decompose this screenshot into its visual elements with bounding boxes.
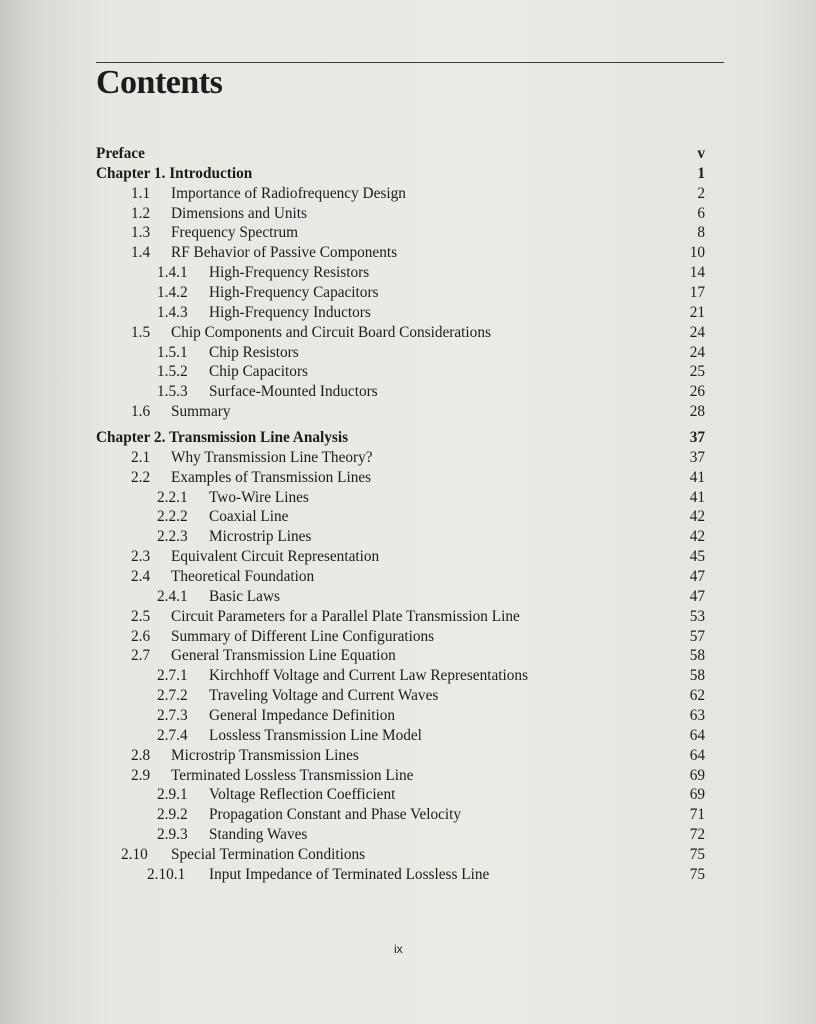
toc-entry-title: General Transmission Line Equation [171, 647, 396, 665]
toc-page-number: 62 [689, 687, 705, 705]
toc-entry-title: Standing Waves [209, 826, 308, 844]
toc-section-number: 1.5 [131, 323, 151, 341]
page-title: Contents [96, 64, 223, 101]
toc-section-number: 1.5.1 [157, 343, 188, 361]
toc-section-number: 1.5.2 [157, 363, 188, 381]
toc-entry [0, 184, 816, 204]
toc-entry [0, 243, 816, 263]
toc-section-number: 2.7 [131, 647, 151, 665]
toc-page-number: 64 [689, 726, 705, 744]
toc-entry [0, 204, 816, 224]
toc-chapter-entry [0, 144, 816, 164]
toc-entry-title: Terminated Lossless Transmission Line [171, 766, 414, 784]
toc-entry-title: Chip Components and Circuit Board Considerations [171, 323, 491, 341]
toc-section-number: 2.4.1 [157, 587, 188, 605]
toc-entry-title: Special Termination Conditions [171, 845, 366, 863]
toc-entry [0, 627, 816, 647]
toc-page-number: 45 [689, 548, 705, 566]
toc-entry-title: Two-Wire Lines [209, 488, 309, 506]
toc-entry-title: Importance of Radiofrequency Design [171, 184, 406, 202]
toc-section-number: 2.9.2 [157, 806, 188, 824]
toc-entry [0, 283, 816, 303]
toc-section-number: 2.3 [131, 548, 151, 566]
toc-entry-title: Input Impedance of Terminated Lossless Line [209, 865, 490, 883]
toc-entry-title: Lossless Transmission Line Model [209, 726, 422, 744]
toc-entry [0, 303, 816, 323]
toc-page-number: 14 [689, 264, 705, 282]
toc-section-number: 1.6 [131, 403, 151, 421]
toc-page-number: 41 [689, 488, 705, 506]
toc-entry-title: Microstrip Lines [209, 528, 312, 546]
toc-page-number: 42 [689, 508, 705, 526]
toc-section-number: 2.8 [131, 746, 151, 764]
toc-section-number: 1.2 [131, 204, 151, 222]
toc-section-number: 1.4.3 [157, 303, 188, 321]
toc-page-number: 17 [689, 283, 705, 301]
toc-entry-title: RF Behavior of Passive Components [171, 244, 398, 262]
page-number: ix [394, 942, 403, 956]
toc-page-number: 53 [689, 607, 705, 625]
toc-entry [0, 263, 816, 283]
toc-section-number: 2.7.2 [157, 687, 188, 705]
toc-entry-title: Why Transmission Line Theory? [171, 448, 373, 466]
toc-entry-title: Examples of Transmission Lines [171, 468, 372, 486]
toc-chapter-entry [0, 428, 816, 448]
toc-entry [0, 785, 816, 805]
toc-entry [0, 607, 816, 627]
toc-entry [0, 805, 816, 825]
toc-page-number: v [697, 145, 705, 162]
toc-entry [0, 825, 816, 845]
toc-page-number: 24 [689, 323, 705, 341]
toc-page-number: 69 [689, 786, 705, 804]
toc-entry [0, 865, 816, 885]
toc-page-number: 10 [689, 244, 705, 262]
toc-section-number: 2.2 [131, 468, 151, 486]
toc-page-number: 26 [689, 383, 705, 401]
toc-entry [0, 726, 816, 746]
toc-entry [0, 488, 816, 508]
toc-entry-title: Summary of Different Line Configurations [171, 627, 435, 645]
toc-entry [0, 343, 816, 363]
toc-entry [0, 468, 816, 488]
toc-page-number: 37 [689, 448, 705, 466]
toc-entry [0, 448, 816, 468]
toc-section-number: 2.9 [131, 766, 151, 784]
toc-section-number: 2.9.3 [157, 826, 188, 844]
toc-entry [0, 362, 816, 382]
toc-page-number: 6 [697, 204, 705, 222]
toc-entry-title: Dimensions and Units [171, 204, 307, 222]
toc-entry [0, 587, 816, 607]
toc-page-number: 58 [689, 667, 705, 685]
toc-page-number: 2 [697, 184, 705, 202]
header-rule [96, 62, 724, 63]
toc-section-number: 2.7.4 [157, 726, 188, 744]
toc-entry-title: Chip Capacitors [209, 363, 308, 381]
toc-page-number: 75 [689, 845, 705, 863]
toc-page-number: 21 [689, 303, 705, 321]
toc-entry-title: Coaxial Line [209, 508, 289, 526]
toc-entry-title: Circuit Parameters for a Parallel Plate Transmission Line [171, 607, 520, 625]
toc-entry-title: Basic Laws [209, 587, 280, 605]
toc-page-number: 42 [689, 528, 705, 546]
toc-entry-title: High-Frequency Inductors [209, 303, 371, 321]
toc-section-number: 2.2.1 [157, 488, 188, 506]
toc-entry-title: Traveling Voltage and Current Waves [209, 687, 439, 705]
toc-section-number: 1.4.2 [157, 283, 188, 301]
toc-section-number: 2.1 [131, 448, 151, 466]
toc-entry [0, 547, 816, 567]
toc-chapter-entry [0, 164, 816, 184]
toc-section-number: 1.3 [131, 224, 151, 242]
toc-entry [0, 567, 816, 587]
toc-page-number: 47 [689, 568, 705, 585]
toc-section-number: 1.1 [131, 184, 151, 202]
toc-section-number: 2.4 [131, 568, 151, 585]
toc-entry-title: Preface [96, 145, 145, 162]
toc-entry-title: Equivalent Circuit Representation [171, 548, 380, 566]
toc-entry-title: Frequency Spectrum [171, 224, 299, 242]
toc-section-number: 1.4.1 [157, 264, 188, 282]
toc-page-number: 37 [689, 429, 705, 447]
toc-page-number: 58 [689, 647, 705, 665]
toc-page-number: 25 [689, 363, 705, 381]
toc-entry [0, 507, 816, 527]
toc-section-number: 2.10.1 [147, 865, 186, 883]
toc-section-number: 2.10 [121, 845, 148, 863]
toc-entry-title: High-Frequency Capacitors [209, 283, 379, 301]
toc-entry-title: Summary [171, 403, 231, 421]
toc-page-number: 71 [689, 806, 705, 824]
toc-page-number: 1 [697, 164, 705, 182]
toc-section-number: 2.6 [131, 627, 151, 645]
toc-entry-title: Propagation Constant and Phase Velocity [209, 806, 462, 824]
toc-page-number: 64 [689, 746, 705, 764]
toc-section-number: 2.2.3 [157, 528, 188, 546]
toc-entry-title: Voltage Reflection Coefficient [209, 786, 396, 804]
toc-entry [0, 223, 816, 243]
toc-page-number: 47 [689, 587, 705, 605]
toc-page-number: 63 [689, 706, 705, 724]
toc-page-number: 72 [689, 826, 705, 844]
toc-entry-title: Surface-Mounted Inductors [209, 383, 378, 401]
toc-entry [0, 746, 816, 766]
toc-entry [0, 706, 816, 726]
toc-section-number: 2.7.1 [157, 667, 188, 685]
toc-section-number: 2.5 [131, 607, 151, 625]
toc-entry [0, 323, 816, 343]
toc-entry-title: Microstrip Transmission Lines [171, 746, 359, 764]
toc-page-number: 75 [689, 865, 705, 883]
toc-section-number: 1.5.3 [157, 383, 188, 401]
toc-page-number: 69 [689, 766, 705, 784]
toc-entry [0, 666, 816, 686]
toc-entry [0, 845, 816, 865]
toc-entry-title: General Impedance Definition [209, 706, 396, 724]
toc-entry [0, 686, 816, 706]
toc-section-number: 1.4 [131, 244, 151, 262]
toc-entry-title: Theoretical Foundation [171, 568, 315, 585]
toc-page-number: 57 [689, 627, 705, 645]
toc-page-number: 28 [689, 403, 705, 421]
toc-page-number: 41 [689, 468, 705, 486]
toc-section-number: 2.7.3 [157, 706, 188, 724]
toc-entry-title: Chapter 1. Introduction [96, 164, 253, 182]
toc-entry-title: Chapter 2. Transmission Line Analysis [96, 429, 349, 447]
toc-section-number: 2.2.2 [157, 508, 188, 526]
toc-entry-title: Chip Resistors [209, 343, 299, 361]
toc-entry [0, 402, 816, 422]
toc-page-number: 24 [689, 343, 705, 361]
toc-section-number: 2.9.1 [157, 786, 188, 804]
toc-entry-title: Kirchhoff Voltage and Current Law Representations [209, 667, 529, 685]
toc-entry [0, 382, 816, 402]
toc-page-number: 8 [697, 224, 705, 242]
toc-entry [0, 646, 816, 666]
toc-entry [0, 766, 816, 786]
toc-entry [0, 527, 816, 547]
toc-entry-title: High-Frequency Resistors [209, 264, 370, 282]
